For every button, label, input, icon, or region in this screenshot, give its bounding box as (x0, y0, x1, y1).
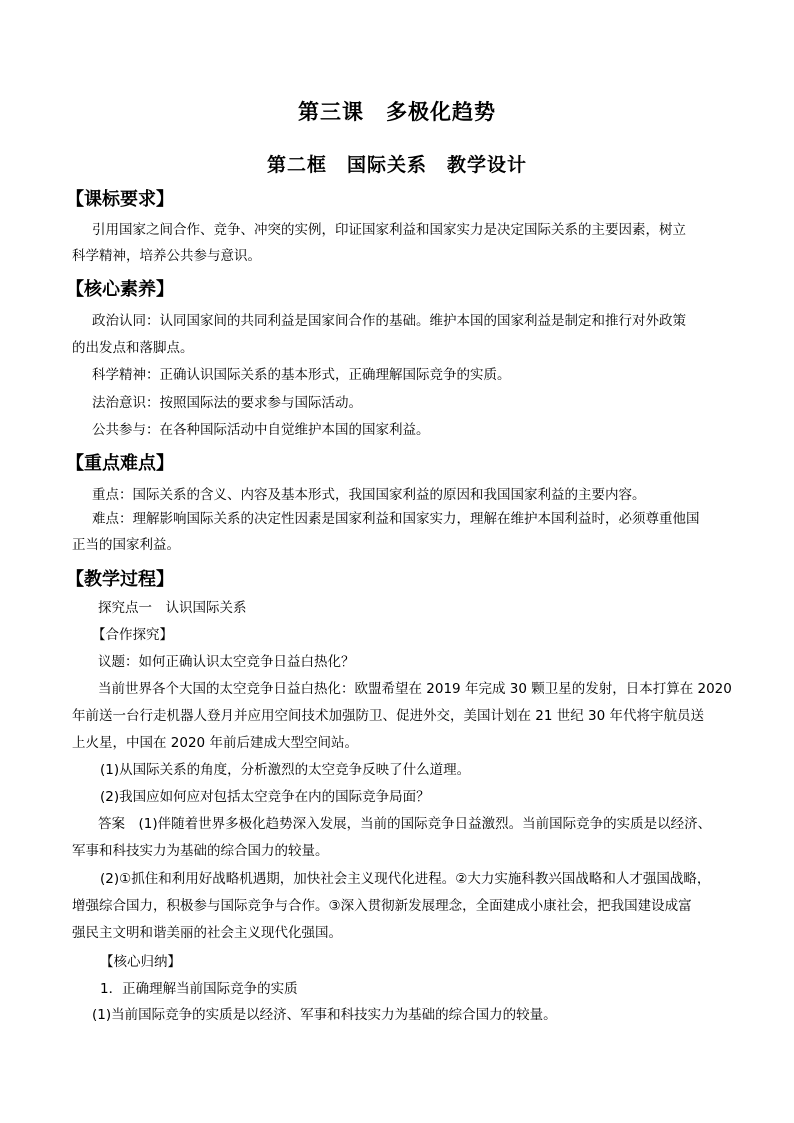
summary-point-1: 1．正确理解当前国际竞争的实质 (100, 981, 298, 997)
section-heading-literacy: 【核心素养】 (66, 279, 174, 300)
keypoints-difficulty-line1: 难点：理解影响国际关系的决定性因素是国家利益和国家实力，理解在维护本国利益时，必须尊重他国 (92, 511, 700, 527)
keypoints-focus: 重点：国际关系的含义、内容及基本形式，我国国家利益的原因和我国国家利益的主要内容。 (92, 487, 646, 503)
case-text-line2: 年前送一台行走机器人登月并应用空间技术加强防卫、促进外交，美国计划在 21 世纪 30 年代将宇航员送 (72, 708, 705, 724)
section-heading-curriculum: 【课标要求】 (66, 189, 174, 210)
topic-question: 议题：如何正确认识太空竞争日益白热化？ (98, 654, 355, 670)
question-2: (2)我国应如何应对包括太空竞争在内的国际竞争局面？ (100, 789, 430, 805)
literacy-public: 公共参与：在各种国际活动中自觉维护本国的国家利益。 (92, 422, 430, 438)
literacy-law: 法治意识：按照国际法的要求参与国际活动。 (92, 395, 362, 411)
curriculum-text-line2: 科学精神，培养公共参与意识。 (72, 248, 261, 264)
core-summary-label: 【核心归纳】 (100, 954, 181, 970)
answer-2-line2: 增强综合国力，积极参与国际竞争与合作。③深入贯彻新发展理念，全面建成小康社会，把我国建设成富 (72, 898, 692, 914)
answer-2-line3: 强民主文明和谐美丽的社会主义现代化强国。 (72, 925, 342, 941)
literacy-science: 科学精神：正确认识国际关系的基本形式，正确理解国际竞争的实质。 (92, 367, 511, 383)
lesson-subtitle: 第二框 国际关系 教学设计 (266, 154, 527, 176)
answer-1-line2: 军事和科技实力为基础的综合国力的较量。 (72, 843, 329, 859)
explore-point-title: 探究点一 认识国际关系 (98, 600, 247, 616)
coop-explore-label: 【合作探究】 (92, 627, 173, 643)
case-text-line3: 上火星，中国在 2020 年前后建成大型空间站。 (72, 735, 358, 751)
answer-1-line1: 答案 (1)伴随着世界多极化趋势深入发展，当前的国际竞争日益激烈。当前国际竞争的实质是以经济、 (98, 816, 712, 832)
lesson-title: 第三课 多极化趋势 (298, 100, 496, 124)
summary-point-1-1: (1)当前国际竞争的实质是以经济、军事和科技实力为基础的综合国力的较量。 (92, 1007, 557, 1023)
keypoints-difficulty-line2: 正当的国家利益。 (72, 537, 180, 553)
curriculum-text-line1: 引用国家之间合作、竞争、冲突的实例，印证国家利益和国家实力是决定国际关系的主要因素，树立 (92, 222, 686, 238)
question-1: (1)从国际关系的角度，分析激烈的太空竞争反映了什么道理。 (100, 762, 471, 778)
section-heading-process: 【教学过程】 (66, 569, 174, 590)
answer-2-line1: (2)①抓住和利用好战略机遇期，加快社会主义现代化进程。②大力实施科教兴国战略和人才强国战略， (100, 871, 711, 887)
literacy-political-line1: 政治认同：认同国家间的共同利益是国家间合作的基础。维护本国的国家利益是制定和推行对外政策 (92, 313, 686, 329)
case-text-line1: 当前世界各个大国的太空竞争日益白热化：欧盟希望在 2019 年完成 30 颗卫星的发射，日本打算在 2020 (98, 681, 732, 697)
literacy-political-line2: 的出发点和落脚点。 (72, 340, 194, 356)
section-heading-keypoints: 【重点难点】 (66, 453, 174, 474)
